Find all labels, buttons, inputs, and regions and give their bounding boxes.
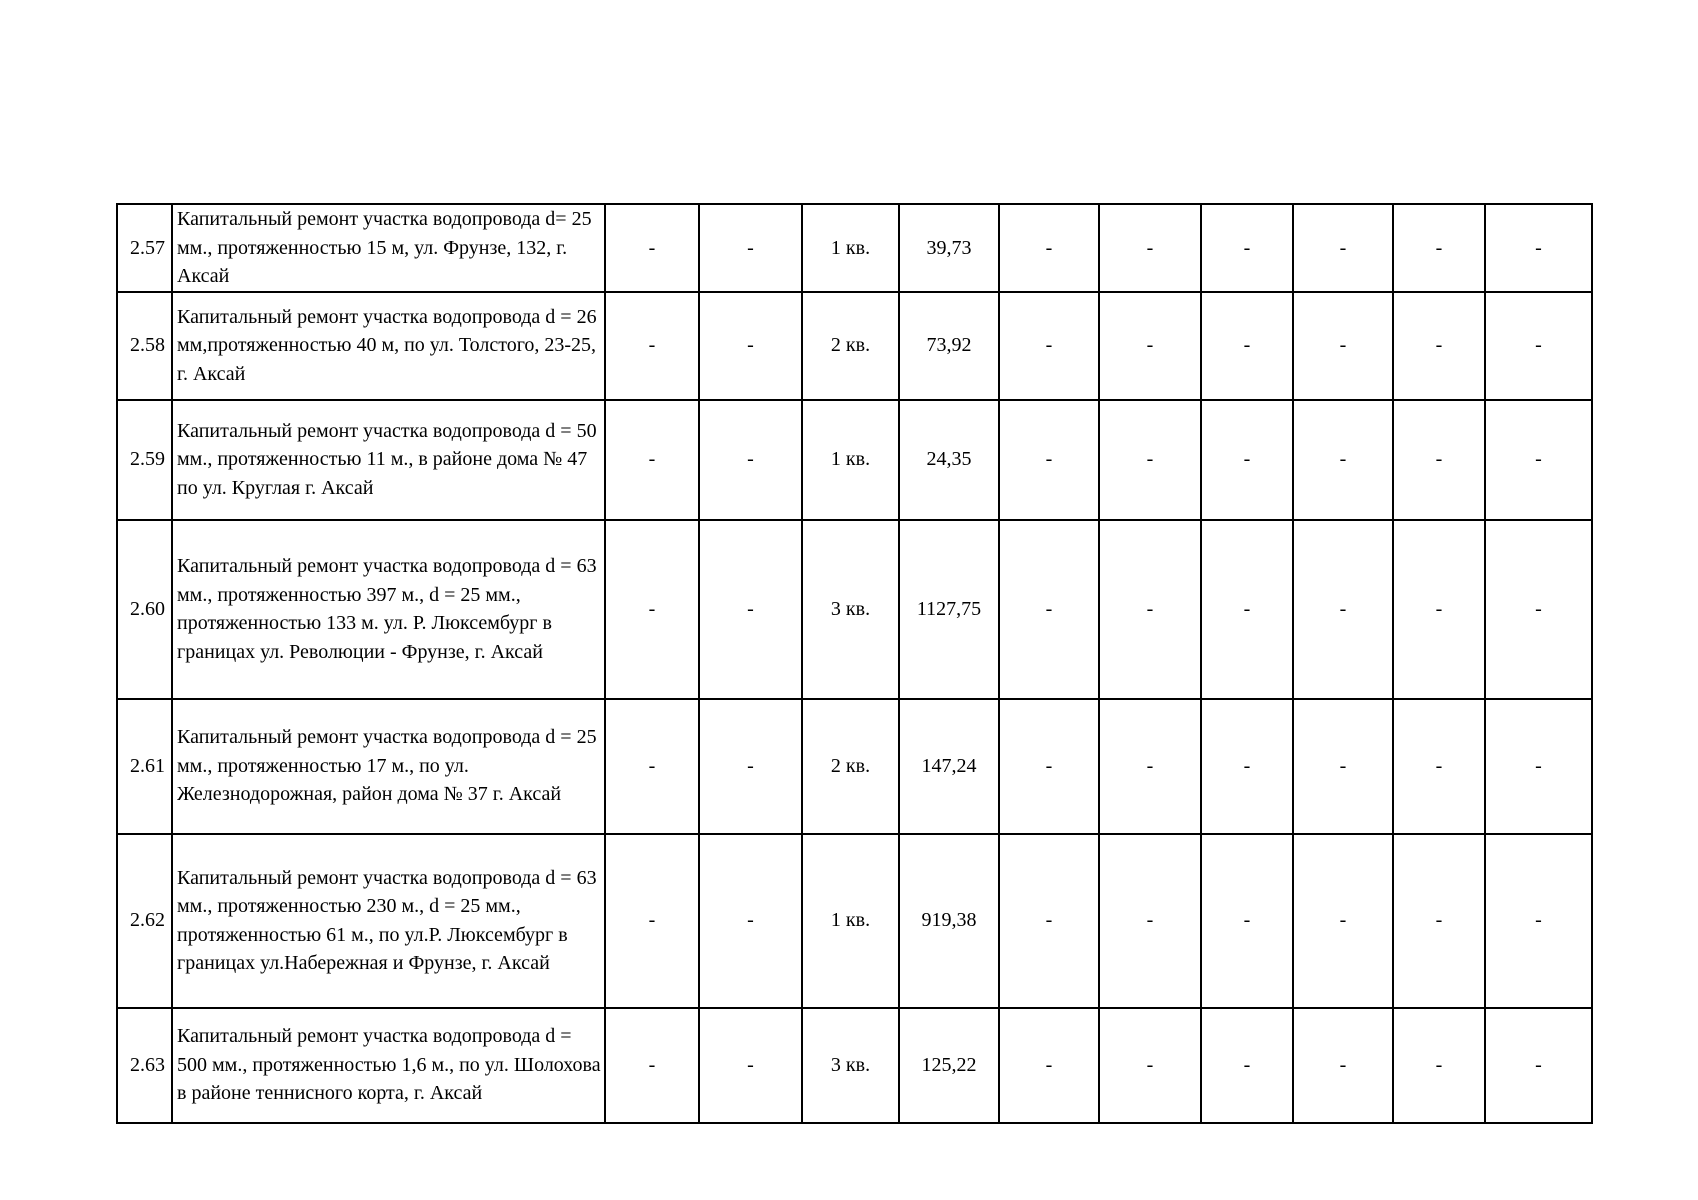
work-description: Капитальный ремонт участка водопровода d = 500 мм., протяженностью 1,6 м., по ул. Шолохова в районе теннисного корта, г. Аксай [172,1008,605,1123]
cell-col7: - [999,520,1099,699]
cell-col8: - [1099,204,1201,292]
cell-col11: - [1393,834,1485,1008]
row-number: 2.61 [117,699,172,834]
amount-cell: 147,24 [899,699,999,834]
cell-col7: - [999,699,1099,834]
cell-col4: - [699,520,802,699]
row-number: 2.57 [117,204,172,292]
quarter-cell: 3 кв. [802,520,899,699]
document-page [116,203,1591,1124]
row-number: 2.62 [117,834,172,1008]
cell-col8: - [1099,400,1201,520]
cell-col10: - [1293,520,1393,699]
cell-col3: - [605,292,699,400]
row-number: 2.63 [117,1008,172,1123]
work-description: Капитальный ремонт участка водопровода d = 50 мм., протяженностью 11 м., в районе дома № 47 по ул. Круглая г. Аксай [172,400,605,520]
cell-col8: - [1099,834,1201,1008]
cell-col12: - [1485,204,1592,292]
table-row [117,520,1592,699]
cell-col9: - [1201,1008,1293,1123]
row-number: 2.59 [117,400,172,520]
cell-col9: - [1201,834,1293,1008]
cell-col4: - [699,400,802,520]
cell-col12: - [1485,699,1592,834]
cell-col7: - [999,834,1099,1008]
cell-col11: - [1393,520,1485,699]
cell-col8: - [1099,699,1201,834]
works-table [116,203,1593,1124]
table-row [117,292,1592,400]
table-row [117,699,1592,834]
cell-col4: - [699,834,802,1008]
row-number: 2.60 [117,520,172,699]
cell-col7: - [999,292,1099,400]
table-row [117,204,1592,292]
cell-col4: - [699,204,802,292]
cell-col3: - [605,699,699,834]
row-number: 2.58 [117,292,172,400]
cell-col9: - [1201,520,1293,699]
cell-col11: - [1393,292,1485,400]
cell-col9: - [1201,400,1293,520]
quarter-cell: 1 кв. [802,204,899,292]
quarter-cell: 2 кв. [802,699,899,834]
cell-col3: - [605,1008,699,1123]
table-row [117,400,1592,520]
cell-col10: - [1293,400,1393,520]
cell-col8: - [1099,292,1201,400]
quarter-cell: 2 кв. [802,292,899,400]
cell-col4: - [699,1008,802,1123]
cell-col12: - [1485,400,1592,520]
cell-col10: - [1293,1008,1393,1123]
cell-col11: - [1393,204,1485,292]
table-row [117,1008,1592,1123]
amount-cell: 24,35 [899,400,999,520]
work-description: Капитальный ремонт участка водопровода d = 26 мм,протяженностью 40 м, по ул. Толстого, 23-25, г. Аксай [172,292,605,400]
work-description: Капитальный ремонт участка водопровода d= 25 мм., протяженностью 15 м, ул. Фрунзе, 132, г. Аксай [172,204,605,292]
cell-col4: - [699,699,802,834]
amount-cell: 125,22 [899,1008,999,1123]
cell-col11: - [1393,400,1485,520]
cell-col9: - [1201,204,1293,292]
cell-col12: - [1485,292,1592,400]
cell-col3: - [605,520,699,699]
quarter-cell: 3 кв. [802,1008,899,1123]
amount-cell: 1127,75 [899,520,999,699]
cell-col3: - [605,204,699,292]
cell-col7: - [999,400,1099,520]
cell-col10: - [1293,204,1393,292]
cell-col11: - [1393,699,1485,834]
cell-col9: - [1201,292,1293,400]
cell-col10: - [1293,834,1393,1008]
work-description: Капитальный ремонт участка водопровода d = 63 мм., протяженностью 230 м., d = 25 мм., протяженностью 61 м., по ул.Р. Люксембург в границах ул.Набережная и Фрунзе, г. Аксай [172,834,605,1008]
cell-col8: - [1099,520,1201,699]
work-description: Капитальный ремонт участка водопровода d = 25 мм., протяженностью 17 м., по ул. Железнодорожная, район дома № 37 г. Аксай [172,699,605,834]
cell-col10: - [1293,292,1393,400]
cell-col3: - [605,834,699,1008]
cell-col12: - [1485,834,1592,1008]
cell-col3: - [605,400,699,520]
cell-col12: - [1485,520,1592,699]
cell-col11: - [1393,1008,1485,1123]
cell-col7: - [999,204,1099,292]
quarter-cell: 1 кв. [802,834,899,1008]
amount-cell: 919,38 [899,834,999,1008]
cell-col10: - [1293,699,1393,834]
amount-cell: 39,73 [899,204,999,292]
cell-col4: - [699,292,802,400]
cell-col12: - [1485,1008,1592,1123]
cell-col7: - [999,1008,1099,1123]
cell-col8: - [1099,1008,1201,1123]
table-row [117,834,1592,1008]
work-description: Капитальный ремонт участка водопровода d = 63 мм., протяженностью 397 м., d = 25 мм., протяженностью 133 м. ул. Р. Люксембург в границах ул. Революции - Фрунзе, г. Аксай [172,520,605,699]
cell-col9: - [1201,699,1293,834]
amount-cell: 73,92 [899,292,999,400]
quarter-cell: 1 кв. [802,400,899,520]
